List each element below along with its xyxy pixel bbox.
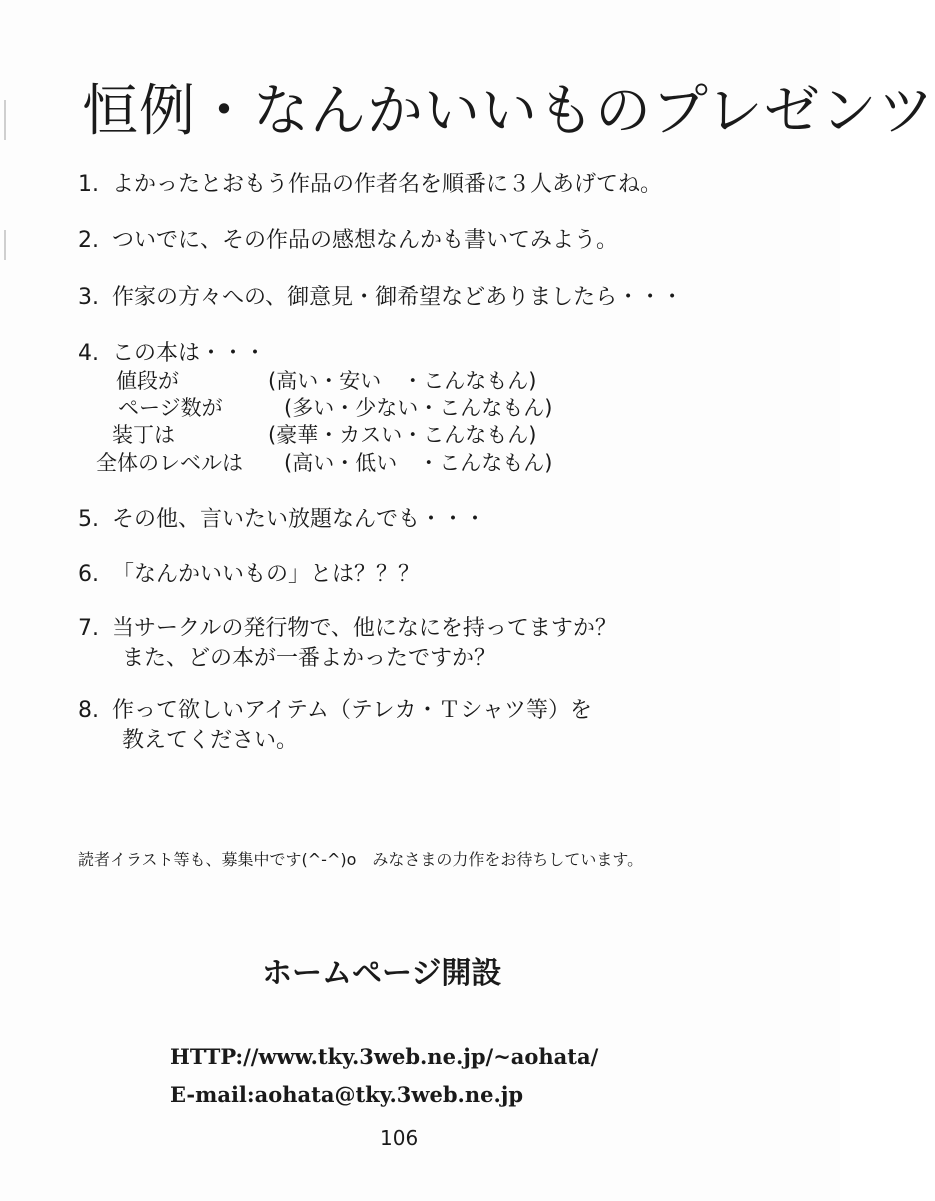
- scan-edge-mark: [4, 100, 6, 140]
- question-text: 作って欲しいアイテム（テレカ・Ｔシャツ等）を: [112, 698, 593, 723]
- question-5: [78, 505, 486, 535]
- question-text: 作家の方々への、御意見・御希望などありましたら・・・: [112, 285, 684, 310]
- page-number: 106: [380, 1126, 419, 1150]
- reader-illustration-note: 読者イラスト等も、募集中です(^-^)o みなさまの力作をお待ちしています。: [78, 850, 644, 869]
- rating-label-binding: 装丁は: [112, 423, 175, 447]
- question-6: [78, 560, 420, 590]
- question-number: 3.: [78, 285, 99, 310]
- question-text: 当サークルの発行物で、他になにを持ってますか？: [112, 616, 617, 641]
- rating-label-overall: 全体のレベルは: [96, 451, 243, 475]
- question-text: ついでに、その作品の感想なんかも書いてみよう。: [112, 228, 619, 253]
- question-4: [78, 339, 266, 369]
- question-number: 5.: [78, 507, 99, 532]
- homepage-url: HTTP://www.tky.3web.ne.jp/~aohata/: [170, 1044, 599, 1069]
- question-2: [78, 226, 618, 256]
- question-text: よかったとおもう作品の作者名を順番に３人あげてね。: [112, 172, 663, 197]
- homepage-heading: ホームページ開設: [262, 956, 502, 991]
- question-text: この本は・・・: [112, 341, 267, 366]
- question-text-continued: また、どの本が一番よかったですか？: [122, 646, 497, 671]
- rating-options-binding: (豪華・カスい・こんなもん): [268, 423, 537, 447]
- scan-edge-mark: [4, 230, 6, 260]
- rating-label-price: 値段が: [116, 369, 179, 393]
- question-text-continued: 教えてください。: [122, 728, 299, 753]
- question-text: 「なんかいいもの」とは？？？: [112, 562, 421, 587]
- question-number: 6.: [78, 562, 99, 587]
- question-7: [78, 614, 617, 674]
- question-number: 2.: [78, 228, 99, 253]
- question-number: 4.: [78, 341, 99, 366]
- question-3: [78, 283, 683, 313]
- question-number: 8.: [78, 698, 99, 723]
- question-number: 1.: [78, 172, 99, 197]
- question-8: [78, 696, 592, 756]
- rating-options-pages: (多い・少ない・こんなもん): [284, 396, 553, 420]
- page-title: 恒例・なんかいいものプレゼンツ: [82, 79, 935, 144]
- rating-options-price: (高い・安い ・こんなもん): [268, 369, 537, 393]
- question-1: [78, 170, 662, 200]
- question-text: その他、言いたい放題なんでも・・・: [112, 507, 487, 532]
- rating-options-overall: (高い・低い ・こんなもん): [284, 451, 553, 475]
- email-address: E-mail:aohata@tky.3web.ne.jp: [170, 1082, 524, 1107]
- question-number: 7.: [78, 616, 99, 641]
- rating-label-pages: ページ数が: [118, 396, 223, 420]
